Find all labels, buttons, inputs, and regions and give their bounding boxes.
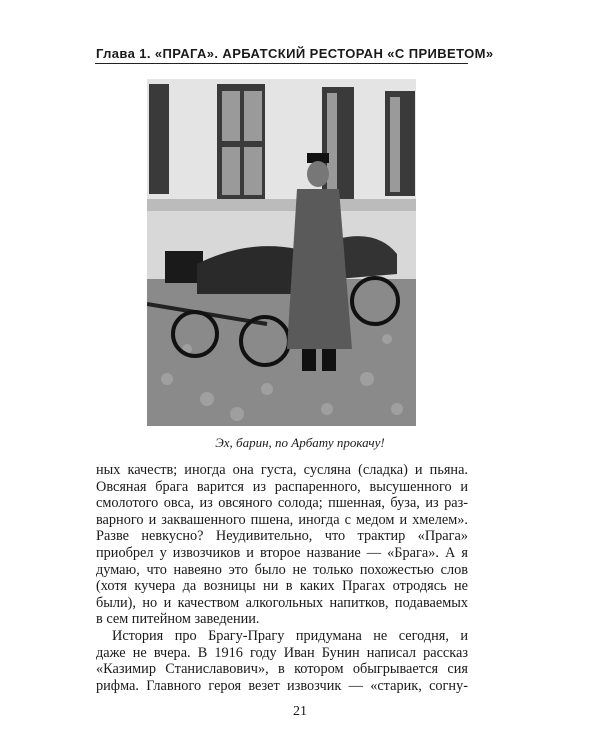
text-line: (хотя кучера да возницы ни в каких Прагах отродясь не xyxy=(96,578,468,595)
text-line: думаю, что навеяно это было не только похожестью слов xyxy=(96,561,468,578)
text-line: смолотого овса, из овсяного солода; пшенная, буза, из раз- xyxy=(96,495,468,512)
text-line: приобрел у извозчиков и второе название — «Брага». А я xyxy=(96,544,468,561)
text-line: История про Брагу-Прагу придумана не сегодня, и xyxy=(112,627,468,644)
text-line: рифма. Главного героя везет извозчик — «старик, согну- xyxy=(96,677,468,694)
page-number: 21 xyxy=(293,704,307,719)
text-line: были), но и качеством алкогольных напитков, подаваемых xyxy=(96,594,468,611)
text-line: «Казимир Станиславович», в котором обыгрывается сия xyxy=(96,661,468,678)
body-text xyxy=(96,462,468,694)
text-line: Овсяная брага варится из распаренного, высушенного и xyxy=(96,478,468,495)
photo-cab-driver xyxy=(147,79,416,426)
text-line: ных качеств; иногда она густа, сусляна (сладка) и пьяна. xyxy=(96,462,468,478)
running-header: Глава 1. «ПРАГА». АРБАТСКИЙ РЕСТОРАН «С ПРИВЕТОМ» xyxy=(96,46,494,61)
text-line: варного и заквашенного пшена, иногда с медом и хмелем». xyxy=(96,511,468,528)
text-line: в сем питейном заведении. xyxy=(96,611,260,628)
text-line: даже не вчера. В 1916 году Иван Бунин написал рассказ xyxy=(96,644,468,661)
header-rule xyxy=(95,63,468,64)
text-line: Разве невкусно? Неудивительно, что трактир «Прага» xyxy=(96,528,468,545)
figure-caption: Эх, барин, по Арбату прокачу! xyxy=(215,435,385,450)
